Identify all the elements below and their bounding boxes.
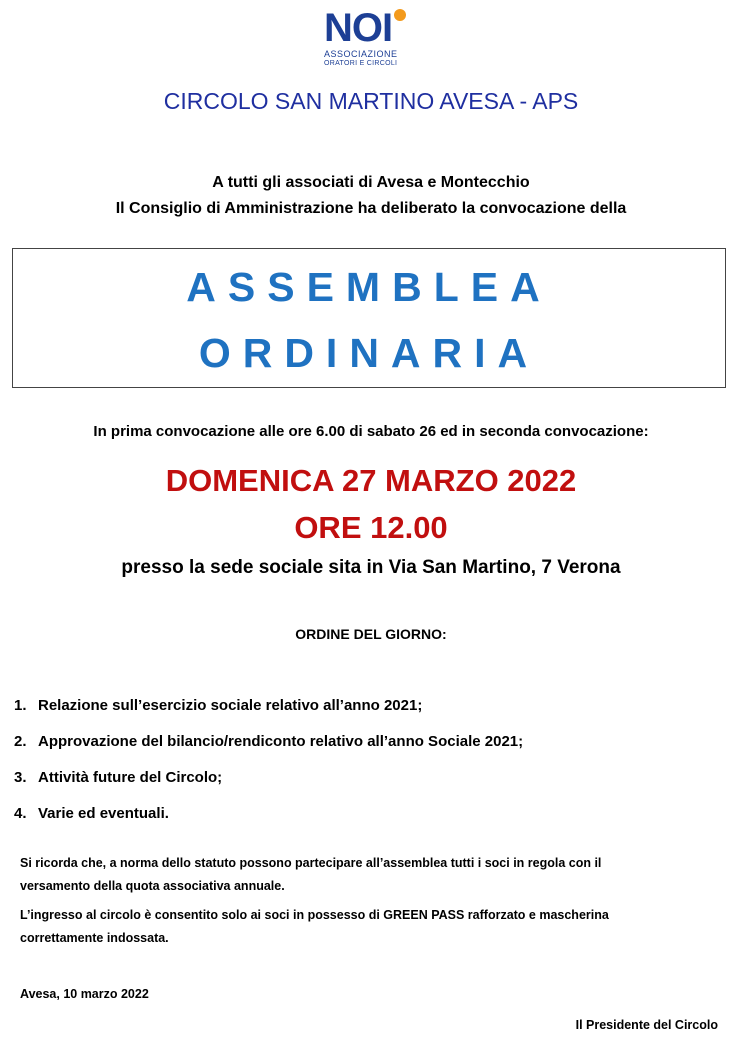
green-pass-note bbox=[20, 904, 720, 950]
organization-title: CIRCOLO SAN MARTINO AVESA - APS bbox=[163, 88, 579, 114]
assembly-title-line-2: ORDINARIA bbox=[198, 330, 540, 376]
logo-subtitle-1: ASSOCIAZIONE bbox=[324, 49, 398, 59]
logo-subtitle-2: ORATORI E CIRCOLI bbox=[324, 60, 398, 67]
meeting-time: ORE 12.00 bbox=[294, 510, 448, 545]
agenda-list bbox=[14, 688, 523, 832]
membership-note-line-2: versamento della quota associativa annuale. bbox=[20, 879, 285, 893]
agenda-item bbox=[14, 796, 523, 832]
logo-dot-icon bbox=[394, 9, 406, 21]
meeting-venue: presso la sede sociale sita in Via San Martino, 7 Verona bbox=[121, 557, 621, 578]
green-pass-note-line-2: correttamente indossata. bbox=[20, 931, 169, 945]
intro-text bbox=[0, 170, 742, 222]
assembly-title-line-1: ASSEMBLEA bbox=[186, 264, 552, 310]
agenda-item-text: Varie ed eventuali. bbox=[38, 805, 169, 822]
membership-note-line-1: Si ricorda che, a norma dello statuto possono partecipare all’assemblea tutti i soci in regola con il bbox=[20, 856, 602, 870]
assembly-box bbox=[12, 248, 726, 388]
membership-note bbox=[20, 852, 720, 898]
agenda-item-text: Relazione sull’esercizio sociale relativo all’anno 2021; bbox=[38, 697, 423, 714]
agenda-item bbox=[14, 688, 523, 724]
association-logo bbox=[322, 6, 422, 72]
agenda-item-text: Approvazione del bilancio/rendiconto relativo all’anno Sociale 2021; bbox=[38, 733, 524, 750]
agenda-item bbox=[14, 760, 523, 796]
agenda-item-number: 4. bbox=[14, 805, 27, 822]
place-and-date: Avesa, 10 marzo 2022 bbox=[20, 987, 149, 1001]
agenda-item-number: 3. bbox=[14, 769, 27, 786]
agenda-item-number: 2. bbox=[14, 733, 27, 750]
intro-line-1: A tutti gli associati di Avesa e Montecchio bbox=[212, 174, 530, 191]
intro-line-2: Il Consiglio di Amministrazione ha deliberato la convocazione della bbox=[115, 200, 627, 217]
agenda-item-text: Attività future del Circolo; bbox=[38, 769, 223, 786]
agenda-item-number: 1. bbox=[14, 697, 27, 714]
agenda-item bbox=[14, 724, 523, 760]
president-signature: Il Presidente del Circolo bbox=[575, 1018, 718, 1032]
meeting-date: DOMENICA 27 MARZO 2022 bbox=[165, 463, 577, 498]
first-convocation-text: In prima convocazione alle ore 6.00 di sabato 26 ed in seconda convocazione: bbox=[93, 423, 649, 440]
green-pass-note-line-1: L’ingresso al circolo è consentito solo ai soci in possesso di GREEN PASS rafforzato e mascherina bbox=[20, 908, 609, 922]
logo-brand: NOI bbox=[324, 6, 393, 50]
agenda-title: ORDINE DEL GIORNO: bbox=[295, 626, 447, 642]
